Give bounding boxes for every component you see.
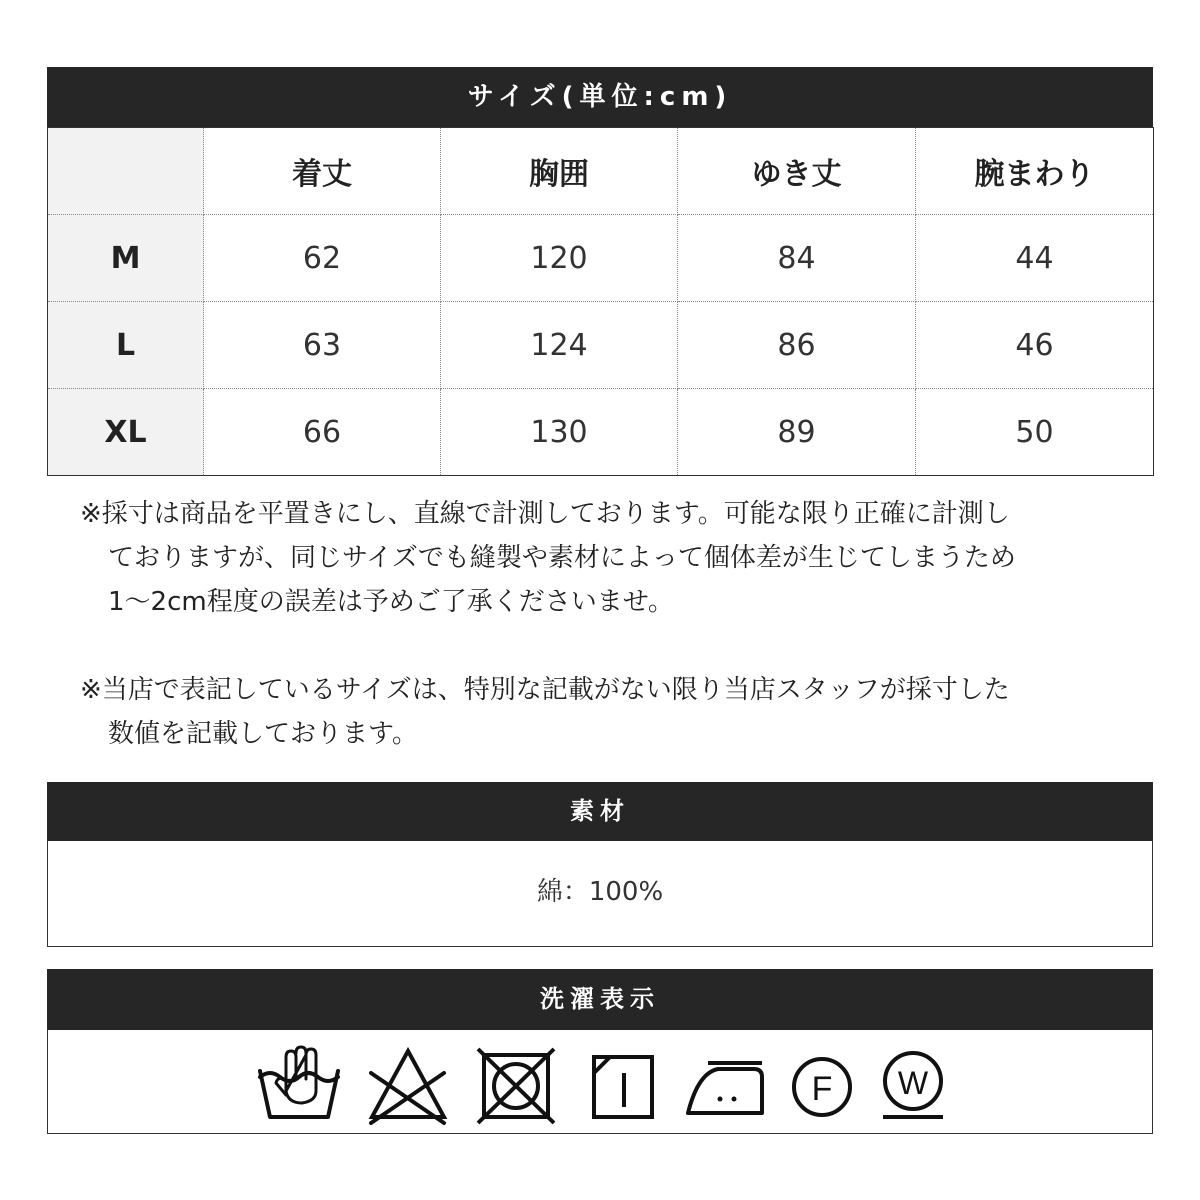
note-line: ※採寸は商品を平置きにし、直線で計測しております。可能な限り正確に計測し — [80, 499, 1010, 529]
size-section-header: サイズ(単位:cm) — [47, 67, 1153, 128]
dry-clean-letter: F — [811, 1070, 833, 1108]
column-header: 着丈 — [204, 128, 441, 215]
note-line: ※当店で表記しているサイズは、特別な記載がない限り当店スタッフが採寸した — [80, 675, 1010, 705]
table-cell: 62 — [204, 215, 441, 302]
row-label: M — [48, 215, 204, 302]
table-cell: 44 — [916, 215, 1154, 302]
table-cell: 124 — [441, 302, 678, 389]
column-header: 腕まわり — [916, 128, 1154, 215]
table-cell: 86 — [678, 302, 916, 389]
washing-symbols-panel — [47, 1029, 1153, 1134]
column-header: ゆき丈 — [678, 128, 916, 215]
washing-symbols — [48, 1029, 1154, 1134]
table-row — [48, 389, 1154, 476]
table-cell: 66 — [204, 389, 441, 476]
material-value: 綿：100% — [47, 840, 1153, 947]
no-tumble-dry-icon — [478, 1049, 554, 1123]
column-header: 胸囲 — [441, 128, 678, 215]
size-table — [47, 127, 1154, 476]
table-cell: 120 — [441, 215, 678, 302]
dry-clean-f-icon — [794, 1059, 850, 1115]
table-cell: 63 — [204, 302, 441, 389]
wet-clean-w-icon — [883, 1053, 943, 1117]
hand-wash-icon — [260, 1047, 338, 1117]
table-cell: 46 — [916, 302, 1154, 389]
note-line: 1～2cm程度の誤差は予めご了承くださいませ。 — [108, 587, 674, 617]
measurement-notes — [80, 492, 1130, 756]
size-table-corner — [48, 128, 204, 215]
note-line: 数値を記載しております。 — [108, 719, 418, 749]
row-label: L — [48, 302, 204, 389]
iron-medium-icon — [688, 1063, 762, 1113]
line-dry-shade-icon — [594, 1057, 652, 1117]
size-table-header-row — [48, 128, 1154, 215]
table-row — [48, 302, 1154, 389]
wet-clean-letter: W — [897, 1065, 929, 1101]
row-label: XL — [48, 389, 204, 476]
table-cell: 84 — [678, 215, 916, 302]
table-cell: 130 — [441, 389, 678, 476]
no-bleach-icon — [371, 1051, 444, 1123]
note-line: ておりますが、同じサイズでも縫製や素材によって個体差が生じてしまうため — [108, 543, 1016, 573]
material-section-header: 素材 — [47, 782, 1153, 841]
table-row — [48, 215, 1154, 302]
note-spacer — [80, 624, 1130, 668]
washing-section-header: 洗濯表示 — [47, 969, 1153, 1030]
table-cell: 50 — [916, 389, 1154, 476]
table-cell: 89 — [678, 389, 916, 476]
